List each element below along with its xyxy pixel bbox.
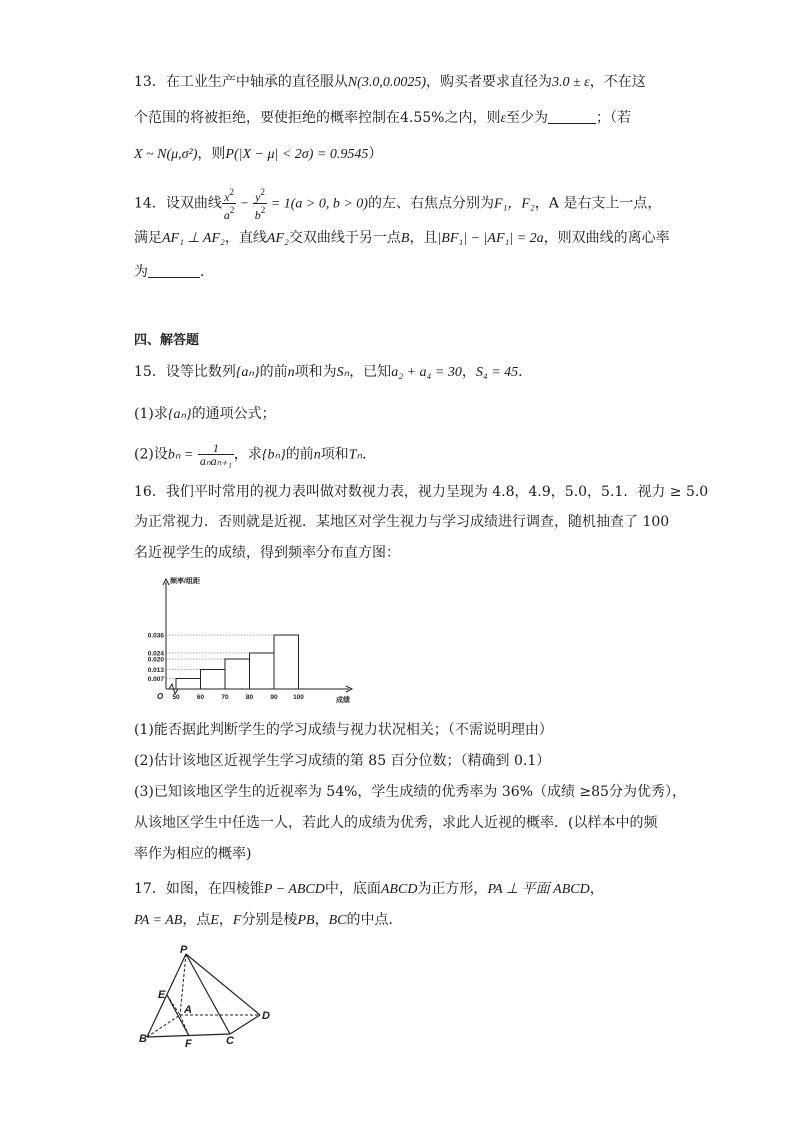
- q15-text: 的通项公式；: [191, 406, 276, 422]
- q17-perp: PA ⊥ 平面 ABCD: [487, 882, 590, 897]
- q17-text: 的中点．: [346, 912, 403, 928]
- label-f: F: [185, 1038, 192, 1050]
- q13-line2: [134, 108, 631, 129]
- q15-fraction: [198, 442, 234, 467]
- q17-pb: PB: [297, 913, 315, 928]
- q17-base: ABCD: [380, 882, 418, 897]
- label-e: E: [158, 989, 166, 1001]
- x-tick-label: 60: [196, 694, 205, 701]
- label-b: B: [139, 1033, 147, 1045]
- hyperbola-fraction-x: $\frac{x^2}{a^2}$: [223, 187, 235, 222]
- section-heading: 四、解答题: [134, 333, 200, 348]
- histogram-bar: [250, 653, 275, 689]
- q14-perp: AF₁ ⊥ AF₂: [162, 231, 225, 246]
- q14-text: ．: [200, 264, 214, 280]
- histogram-bar: [176, 679, 201, 690]
- q14-text: 为: [134, 264, 148, 280]
- q14-point-b: B: [400, 231, 410, 246]
- q17-bc: BC: [328, 913, 347, 928]
- q15-part2: [134, 442, 376, 467]
- q13-probability: P(|X − μ| < 2σ) = 0.9545: [225, 147, 369, 162]
- q13-text: ）: [368, 146, 383, 162]
- label-d: D: [262, 1010, 270, 1022]
- q14-text: 的左、右焦点分别为: [367, 195, 494, 212]
- q14-line-af2: AF₂: [266, 231, 289, 246]
- q17-eq: PA = AB: [134, 913, 183, 928]
- q15-text: 15．设等比数列: [134, 364, 236, 380]
- x-axis-label: 成绩: [336, 697, 350, 704]
- q16-part2: (2)估计该地区近视学生学习成绩的第 85 百分位数；（精确到 0.1）: [134, 753, 551, 769]
- q15-text: ．: [518, 364, 533, 380]
- x-tick-label: 90: [270, 694, 278, 701]
- q15-line1: [134, 362, 532, 383]
- q15-text: 的前: [285, 446, 314, 463]
- q13-line3: [134, 144, 382, 165]
- histogram-bar: [201, 670, 226, 690]
- label-p: P: [180, 944, 188, 956]
- q15-text: 项和: [320, 446, 349, 463]
- q14-relation: |BF₁| − |AF₁| = 2a: [437, 231, 544, 246]
- q13-text: 至少为: [506, 110, 549, 126]
- q14-text: 14．设双曲线: [134, 195, 222, 212]
- q15-text: (2)设: [134, 446, 168, 463]
- q15-part1: [134, 404, 276, 425]
- q17-text: ，: [589, 881, 604, 897]
- q16-part3-line1: (3)已知该地区学生的近视率为 54%，学生成绩的优秀率为 36%（成绩 ≥85分为优秀），: [134, 784, 686, 800]
- q13-line1: [134, 72, 646, 93]
- q15-text: (1)求: [134, 406, 168, 422]
- q14-text: ，A 是右支上一点，: [534, 195, 662, 212]
- edge-cd: [230, 1015, 260, 1034]
- x-tick-label: 100: [293, 694, 304, 701]
- q14-text: ，且: [409, 230, 438, 246]
- q14-text: 交双曲线于另一点: [288, 230, 401, 246]
- q17-text: 为正方形，: [417, 881, 488, 897]
- q15-cond2: S₄ = 45: [475, 365, 519, 380]
- y-tick-label: 0.036: [147, 632, 164, 640]
- q15-text: ，已知: [349, 364, 392, 380]
- q15-fraction-den: aₙaₙ₊₁: [199, 454, 232, 468]
- q14-text: ，直线: [224, 230, 267, 246]
- q17-f: F: [232, 913, 242, 928]
- q17-line1: [134, 879, 604, 900]
- q15-text: ，求: [233, 446, 262, 463]
- q15-seq: {aₙ}: [235, 365, 260, 380]
- histogram-bar: [274, 635, 299, 689]
- q16-line3: 名近视学生的成绩，得到频率分布直方图：: [134, 545, 400, 561]
- q17-text: 分别是棱: [241, 912, 298, 928]
- y-tick-label: 0.020: [147, 656, 164, 664]
- q13-tolerance: 3.0 ± ε: [552, 75, 590, 90]
- q13-distribution: N(3.0,0.0025): [347, 75, 426, 90]
- x-tick-label: 50: [172, 694, 180, 701]
- label-a: A: [184, 1004, 192, 1016]
- origin-label: O: [157, 692, 164, 701]
- q15-cond1: a₂ + a₄ = 30: [391, 365, 462, 380]
- q15-text: ，: [461, 364, 476, 380]
- q14-text: 满足: [134, 230, 162, 246]
- q17-text: 17．如图，在四棱锥: [134, 881, 264, 897]
- y-axis-label: 频率/组距: [170, 578, 200, 585]
- q15-tn: Tₙ: [348, 447, 363, 463]
- q15-seq: {aₙ}: [167, 407, 192, 422]
- q17-text: 中，底面: [324, 881, 381, 897]
- q14-line2: [134, 228, 670, 249]
- q13-text: ，购买者要求直径为: [426, 74, 552, 90]
- q13-text: 个范围的将被拒绝，要使拒绝的概率控制在4.55%之内，则: [134, 110, 501, 126]
- q14-line3: [134, 262, 214, 282]
- q15-n: n: [313, 447, 321, 463]
- q17-e: E: [210, 913, 219, 928]
- q13-text: ，不在这: [589, 74, 646, 90]
- x-tick-label: 70: [221, 694, 229, 701]
- q17-text: ，点: [182, 912, 211, 928]
- frequency-histogram: [134, 574, 374, 709]
- q16-part3-line2: 从该地区学生中任选一人，若此人的成绩为优秀，求此人近视的概率．(以样本中的频: [134, 815, 658, 831]
- x-tick-label: 80: [245, 694, 254, 701]
- q13-answer-blank[interactable]: [548, 109, 596, 124]
- q15-n: n: [287, 365, 295, 380]
- q15-bn: bₙ =: [167, 447, 194, 463]
- edge-pc: [186, 954, 230, 1034]
- q14-text: ，则双曲线的离心率: [543, 230, 670, 246]
- q13-epsilon: ε: [500, 111, 507, 126]
- q14-condition: = 1(a > 0, b > 0): [267, 196, 368, 212]
- q16-line1: 16．我们平时常用的视力表叫做对数视力表，视力呈现为 4.8，4.9，5.0，5.1．视力 ≥ 5.0: [134, 484, 709, 500]
- q13-normal: X ~ N(μ,σ²): [134, 147, 198, 162]
- q13-text: ，则: [197, 146, 226, 162]
- q17-text: ，: [218, 912, 233, 928]
- q17-line2: [134, 910, 402, 931]
- q16-part3-line3: 率作为相应的概率): [134, 846, 252, 862]
- q13-text: ；（若: [596, 110, 632, 126]
- q13-text: 13．在工业生产中轴承的直径服从: [134, 74, 348, 90]
- q15-sn: Sₙ: [336, 365, 350, 380]
- edge-pd: [186, 954, 260, 1015]
- pyramid-figure: [134, 942, 284, 1052]
- q16-line2: 为正常视力．否则就是近视．某地区对学生视力与学习成绩进行调查，随机抽查了 100: [134, 514, 670, 530]
- q17-pyramid: P − ABCD: [263, 882, 325, 897]
- hyperbola-fraction-y: $\frac{y^2}{b^2}$: [254, 187, 266, 222]
- q15-text: 的前: [259, 364, 288, 380]
- q14-line1: 14．设双曲线 $\frac{x^2}{a^2}$ − $\frac{y^2}{b^2}$ = 1(a > 0, b > 0)的左、右焦点分别为F₁，F₂，A 是右支上一点，: [134, 187, 662, 222]
- q16-part1: (1)能否据此判断学生的学习成绩与视力状况相关；（不需说明理由）: [134, 722, 553, 738]
- y-tick-label: 0.024: [147, 650, 164, 658]
- label-c: C: [226, 1035, 234, 1047]
- edge-pb: [147, 954, 186, 1037]
- y-tick-label: 0.013: [147, 667, 164, 674]
- q15-text: ．: [362, 446, 377, 463]
- q15-seq-b: {bₙ}: [261, 447, 286, 463]
- q14-foci: F₁，F₂: [493, 196, 535, 212]
- q15-text: 项和为: [294, 364, 337, 380]
- y-tick-label: 0.007: [147, 676, 164, 683]
- q14-answer-blank[interactable]: [148, 263, 200, 278]
- q17-text: ，: [314, 912, 329, 928]
- q15-fraction-num: 1: [198, 442, 234, 455]
- histogram-bar: [225, 659, 250, 689]
